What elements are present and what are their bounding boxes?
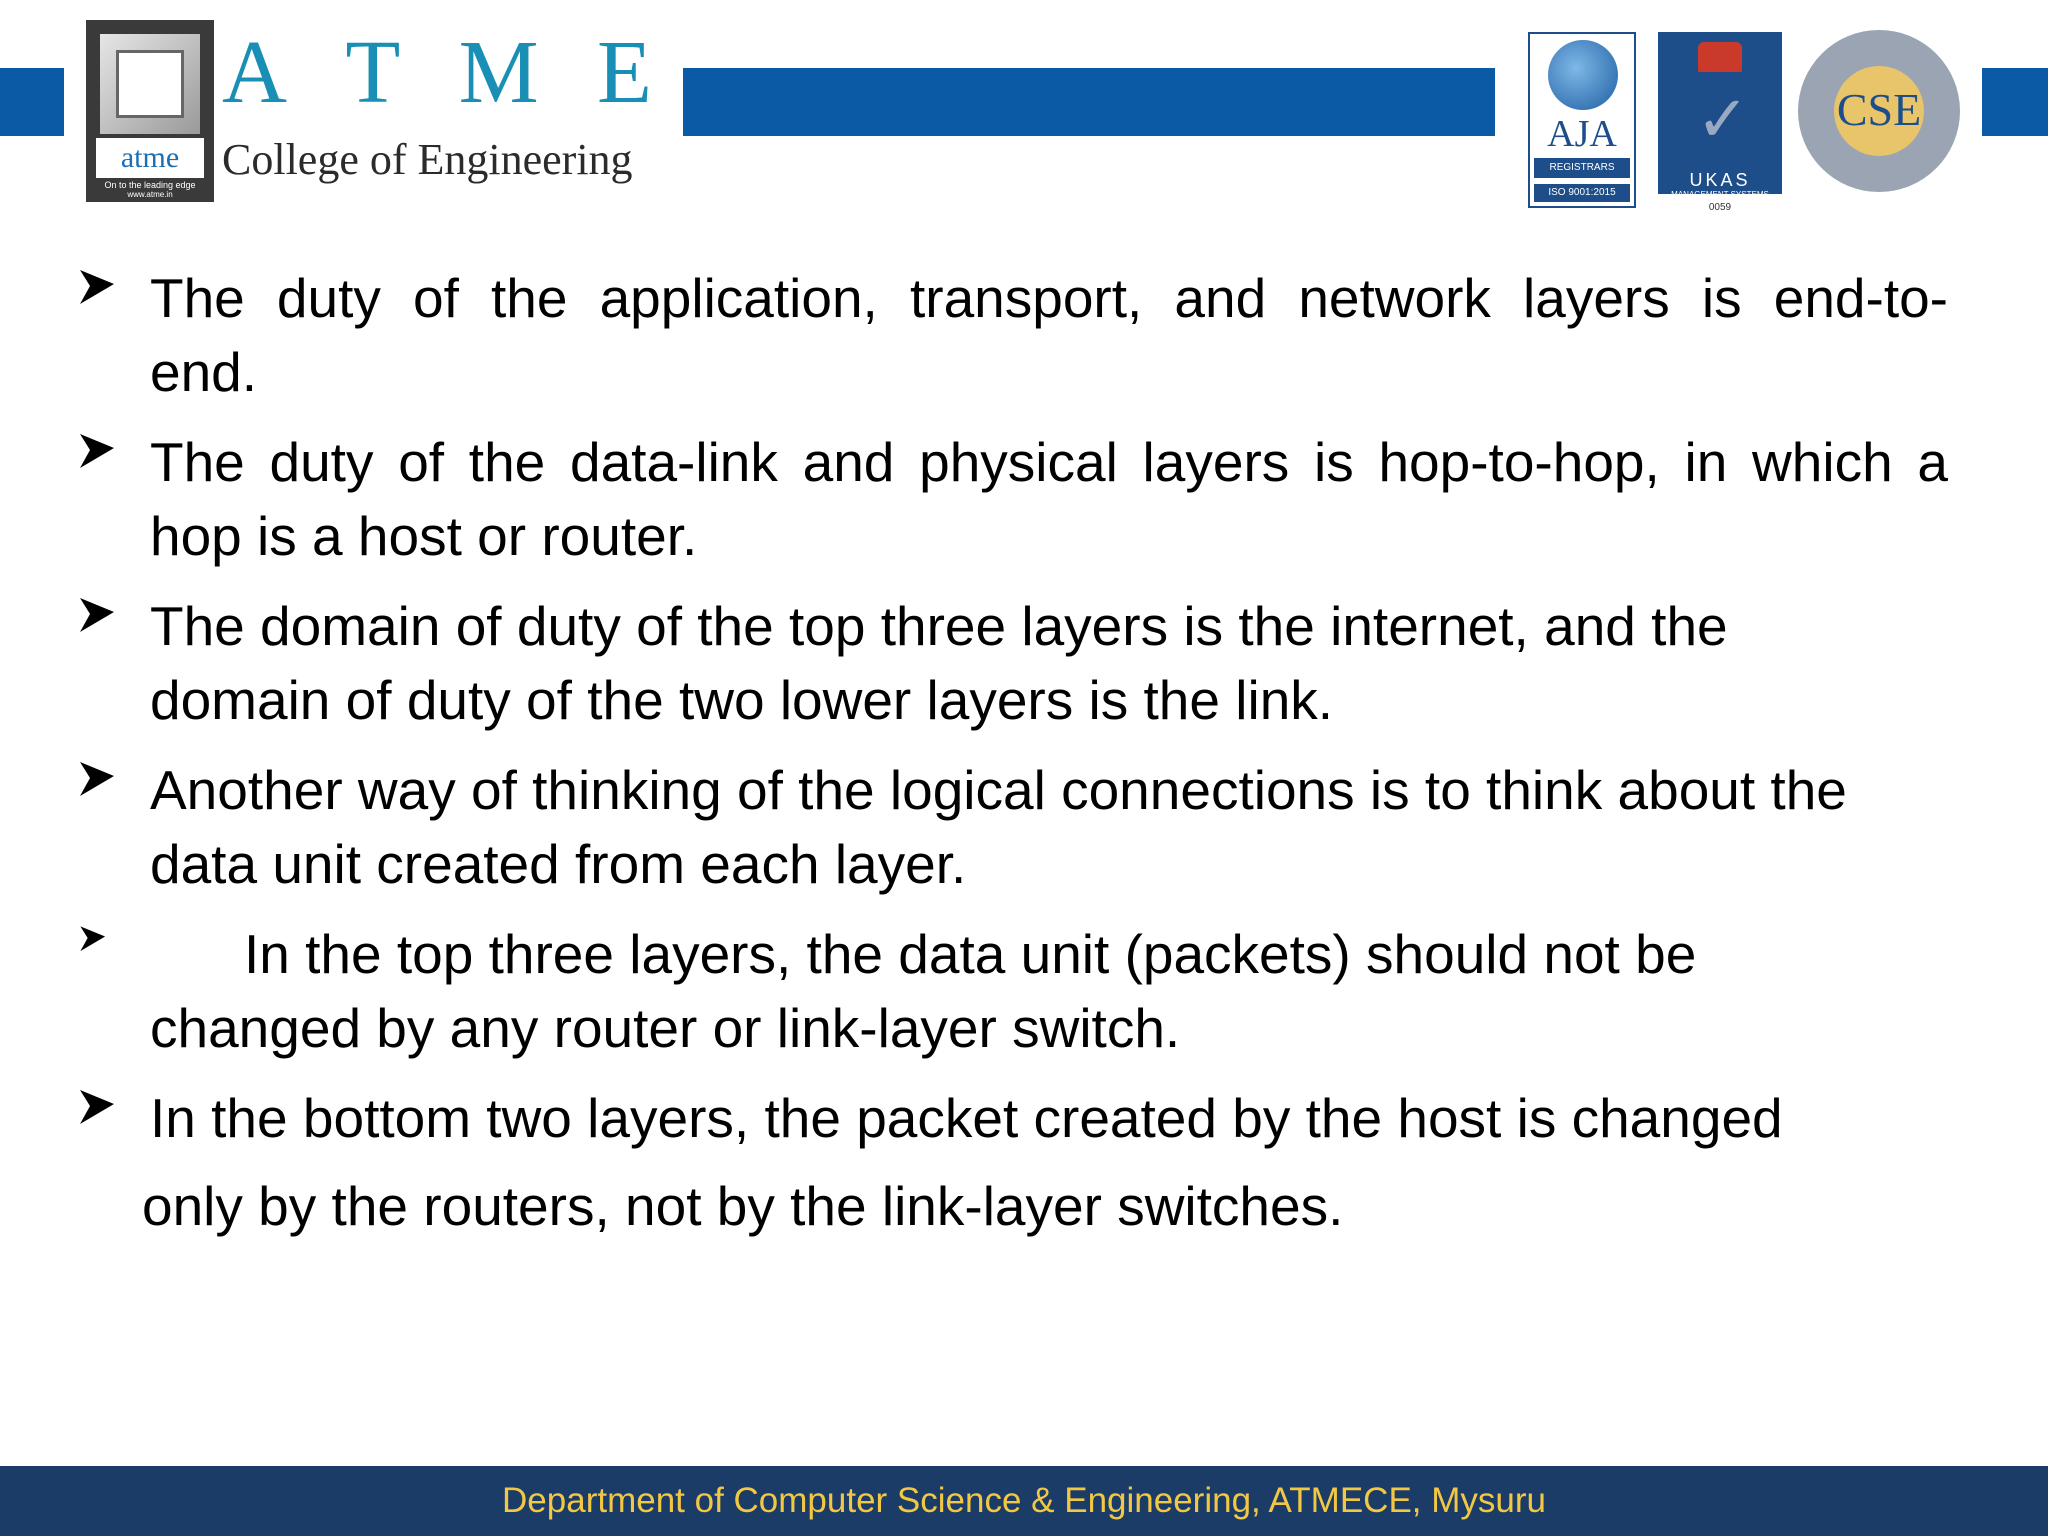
college-letter: A [222, 23, 287, 122]
aja-iso: ISO 9001:2015 [1534, 184, 1630, 202]
header-bar-center [683, 68, 1495, 136]
atme-logo [86, 20, 214, 202]
bullet-text-line: domain of duty of the two lower layers is the link. [150, 669, 1334, 731]
bullet-text-line: only by the routers, not by the link-layer switches. [142, 1175, 1344, 1237]
crown-icon [1698, 42, 1742, 72]
header-bar-left [0, 68, 64, 136]
bullet-text-line: data unit created from each layer. [150, 833, 967, 895]
bullet-text-line: The duty of the data-link and physical layers is hop-to-hop, in which a [150, 431, 1948, 493]
ukas-name: UKAS [1689, 170, 1751, 190]
aja-certification-logo [1528, 32, 1636, 208]
header-bar-right [1982, 68, 2048, 136]
arrow-bullet-icon [74, 1084, 118, 1128]
college-name: College of Engineering [222, 135, 633, 184]
aja-registrars: REGISTRARS [1534, 158, 1630, 178]
college-letter: M [458, 23, 539, 122]
bullet-text-line: Another way of thinking of the logical connections is to think about the [150, 759, 1847, 821]
bullet-text-line: In the bottom two layers, the packet created by the host is changed [150, 1087, 1783, 1149]
ukas-certification-logo [1658, 32, 1782, 199]
bullet-text-line: end. [150, 341, 258, 403]
bullet-text-line: hop is a host or router. [150, 505, 698, 567]
college-letter: E [597, 23, 652, 122]
checkmark-icon: ✓ [1696, 83, 1750, 155]
bullet-text-line: In the top three layers, the data unit (packets) should not be [244, 923, 1697, 985]
arrow-bullet-icon [74, 592, 118, 636]
logo-frame-graphic [100, 34, 200, 134]
logo-tagline: On to the leading edge [104, 180, 196, 190]
arrow-bullet-icon [74, 264, 118, 308]
cse-department-logo [1798, 30, 1960, 192]
college-title [222, 23, 652, 122]
cse-name: CSE [1836, 84, 1922, 135]
college-letter: T [345, 23, 401, 122]
footer-text: Department of Computer Science & Engineering, ATMECE, Mysuru [502, 1481, 1546, 1520]
bullet-text-line: The domain of duty of the top three layers is the internet, and the [150, 595, 1728, 657]
arrow-bullet-icon [76, 922, 108, 954]
arrow-bullet-icon [74, 428, 118, 472]
logo-word: atme [96, 138, 204, 178]
ukas-number: 0059 [1708, 202, 1732, 213]
bullet-text-line: The duty of the application, transport, and network layers is end-to- [150, 267, 1948, 329]
logo-url: www.atme.in [127, 190, 173, 199]
arrow-bullet-icon [74, 756, 118, 800]
footer-bar [0, 1466, 2048, 1536]
bullet-text-line: changed by any router or link-layer switch. [150, 997, 1181, 1059]
ukas-subtitle: MANAGEMENT SYSTEMS [1671, 190, 1769, 199]
aja-name: AJA [1547, 113, 1617, 155]
globe-icon [1548, 40, 1618, 110]
